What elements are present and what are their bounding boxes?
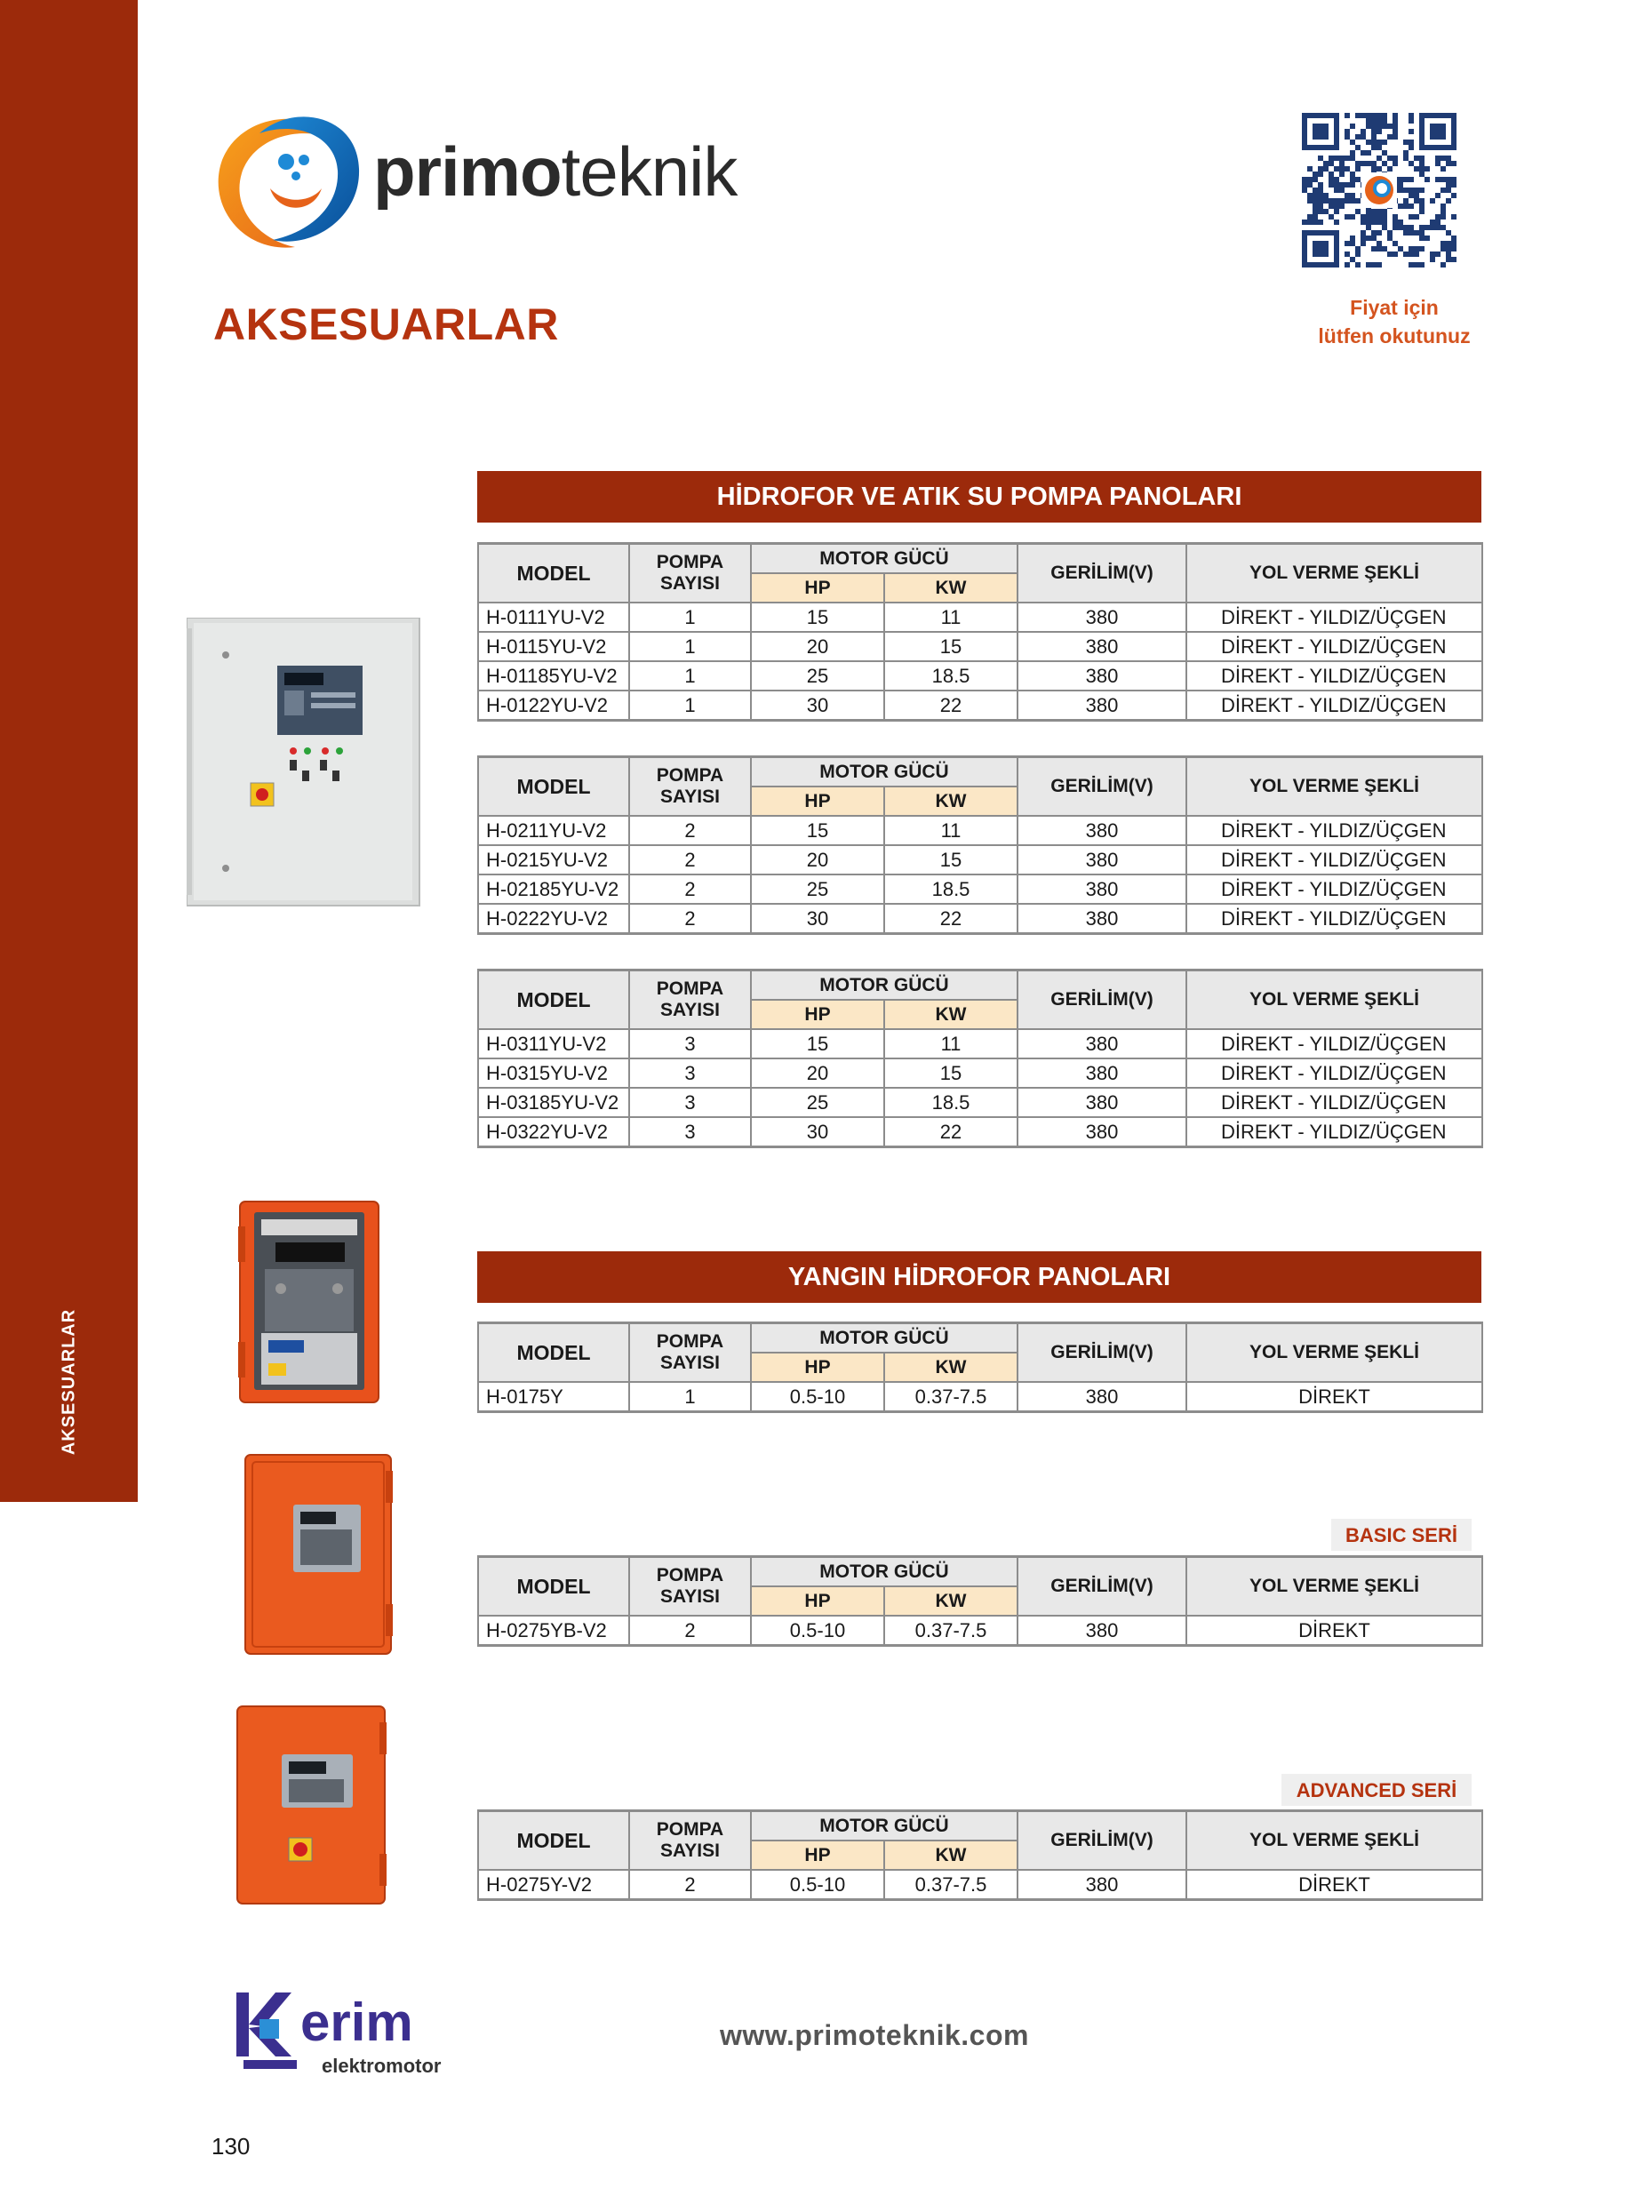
sidebar-label: AKSESUARLAR bbox=[59, 1308, 79, 1456]
table-row bbox=[478, 1029, 1482, 1058]
table-row bbox=[478, 904, 1482, 934]
logo-swirl-icon bbox=[206, 107, 366, 258]
cell-voltage: 380 bbox=[1018, 661, 1186, 691]
cell-hp: 30 bbox=[751, 904, 884, 934]
cell-model: H-0322YU-V2 bbox=[478, 1117, 629, 1147]
qr-caption-line1: Fiyat için bbox=[1350, 296, 1439, 319]
cell-voltage: 380 bbox=[1018, 1117, 1186, 1147]
cell-hp: 20 bbox=[751, 632, 884, 661]
header-hp: HP bbox=[751, 1586, 884, 1616]
cell-model: H-0275Y-V2 bbox=[478, 1870, 629, 1900]
cell-voltage: 380 bbox=[1018, 1029, 1186, 1058]
grey-panel-image bbox=[187, 618, 427, 911]
cell-hp: 30 bbox=[751, 1117, 884, 1147]
qr-caption bbox=[1297, 293, 1491, 350]
cell-start-method: DİREKT - YILDIZ/ÜÇGEN bbox=[1186, 603, 1482, 632]
cell-start-method: DİREKT - YILDIZ/ÜÇGEN bbox=[1186, 904, 1482, 934]
cell-start-method: DİREKT - YILDIZ/ÜÇGEN bbox=[1186, 1029, 1482, 1058]
series-tag-basic: BASIC SERİ bbox=[1331, 1519, 1472, 1551]
cell-voltage: 380 bbox=[1018, 1616, 1186, 1646]
cell-hp: 15 bbox=[751, 603, 884, 632]
cell-model: H-0122YU-V2 bbox=[478, 691, 629, 721]
cell-pump-count: 1 bbox=[629, 632, 751, 661]
cell-pump-count: 1 bbox=[629, 661, 751, 691]
table-row bbox=[478, 632, 1482, 661]
header-motor-power: MOTOR GÜCÜ bbox=[751, 1557, 1018, 1587]
cell-start-method: DİREKT - YILDIZ/ÜÇGEN bbox=[1186, 691, 1482, 721]
header-hp: HP bbox=[751, 787, 884, 816]
table-row bbox=[478, 661, 1482, 691]
header-pump-count: POMPA SAYISI bbox=[629, 757, 751, 817]
qr-caption-line2: lütfen okutunuz bbox=[1318, 324, 1471, 347]
cell-model: H-0175Y bbox=[478, 1382, 629, 1412]
table-row bbox=[478, 816, 1482, 845]
cell-kw: 0.37-7.5 bbox=[884, 1382, 1018, 1412]
cell-hp: 15 bbox=[751, 816, 884, 845]
cell-pump-count: 3 bbox=[629, 1029, 751, 1058]
cell-hp: 0.5-10 bbox=[751, 1616, 884, 1646]
header-start-method: YOL VERME ŞEKLİ bbox=[1186, 757, 1482, 817]
table-row bbox=[478, 1058, 1482, 1088]
header-hp: HP bbox=[751, 1353, 884, 1382]
cell-kw: 11 bbox=[884, 816, 1018, 845]
cell-voltage: 380 bbox=[1018, 1870, 1186, 1900]
cell-hp: 20 bbox=[751, 845, 884, 874]
cell-pump-count: 2 bbox=[629, 904, 751, 934]
cell-pump-count: 1 bbox=[629, 691, 751, 721]
cell-start-method: DİREKT - YILDIZ/ÜÇGEN bbox=[1186, 1058, 1482, 1088]
cell-hp: 25 bbox=[751, 874, 884, 904]
page-title: AKSESUARLAR bbox=[213, 299, 559, 349]
cell-voltage: 380 bbox=[1018, 1058, 1186, 1088]
cell-kw: 18.5 bbox=[884, 661, 1018, 691]
cell-model: H-01185YU-V2 bbox=[478, 661, 629, 691]
header-start-method: YOL VERME ŞEKLİ bbox=[1186, 544, 1482, 603]
kerim-name: erim bbox=[300, 1992, 413, 2052]
cell-kw: 15 bbox=[884, 1058, 1018, 1088]
fire-panel-image-1 bbox=[238, 1200, 382, 1406]
table-row bbox=[478, 1616, 1482, 1646]
cell-pump-count: 3 bbox=[629, 1088, 751, 1117]
cell-voltage: 380 bbox=[1018, 1088, 1186, 1117]
cell-voltage: 380 bbox=[1018, 603, 1186, 632]
cell-pump-count: 3 bbox=[629, 1058, 751, 1088]
header-pump-count: POMPA SAYISI bbox=[629, 1323, 751, 1383]
header-motor-power: MOTOR GÜCÜ bbox=[751, 544, 1018, 574]
header-model: MODEL bbox=[478, 1557, 629, 1617]
header-voltage: GERİLİM(V) bbox=[1018, 1557, 1186, 1617]
cell-hp: 30 bbox=[751, 691, 884, 721]
header-model: MODEL bbox=[478, 1811, 629, 1871]
header-model: MODEL bbox=[478, 757, 629, 817]
spec-table-4 bbox=[477, 1322, 1483, 1413]
cell-voltage: 380 bbox=[1018, 691, 1186, 721]
header-hp: HP bbox=[751, 1000, 884, 1029]
table-row bbox=[478, 691, 1482, 721]
sidebar-band bbox=[0, 0, 138, 1502]
cell-hp: 0.5-10 bbox=[751, 1870, 884, 1900]
qr-code[interactable] bbox=[1299, 110, 1459, 279]
section-banner-fire: YANGIN HİDROFOR PANOLARI bbox=[477, 1251, 1481, 1303]
header-start-method: YOL VERME ŞEKLİ bbox=[1186, 1811, 1482, 1871]
cell-hp: 25 bbox=[751, 661, 884, 691]
cell-start-method: DİREKT - YILDIZ/ÜÇGEN bbox=[1186, 1088, 1482, 1117]
header-voltage: GERİLİM(V) bbox=[1018, 1811, 1186, 1871]
cell-hp: 15 bbox=[751, 1029, 884, 1058]
cell-start-method: DİREKT - YILDIZ/ÜÇGEN bbox=[1186, 874, 1482, 904]
cell-voltage: 380 bbox=[1018, 904, 1186, 934]
brand-logo bbox=[206, 107, 775, 258]
table-row bbox=[478, 845, 1482, 874]
cell-kw: 15 bbox=[884, 632, 1018, 661]
table-row bbox=[478, 1088, 1482, 1117]
cell-kw: 18.5 bbox=[884, 1088, 1018, 1117]
brand-name: primoteknik bbox=[373, 132, 738, 211]
header-model: MODEL bbox=[478, 970, 629, 1030]
cell-kw: 11 bbox=[884, 603, 1018, 632]
cell-kw: 22 bbox=[884, 1117, 1018, 1147]
cell-start-method: DİREKT - YILDIZ/ÜÇGEN bbox=[1186, 632, 1482, 661]
cell-pump-count: 2 bbox=[629, 874, 751, 904]
cell-hp: 25 bbox=[751, 1088, 884, 1117]
cell-model: H-0315YU-V2 bbox=[478, 1058, 629, 1088]
header-model: MODEL bbox=[478, 1323, 629, 1383]
header-kw: KW bbox=[884, 573, 1018, 603]
header-start-method: YOL VERME ŞEKLİ bbox=[1186, 1323, 1482, 1383]
cell-pump-count: 1 bbox=[629, 1382, 751, 1412]
cell-hp: 0.5-10 bbox=[751, 1382, 884, 1412]
cell-model: H-0215YU-V2 bbox=[478, 845, 629, 874]
cell-start-method: DİREKT bbox=[1186, 1616, 1482, 1646]
kerim-sub: elektromotor bbox=[322, 2055, 442, 2077]
cell-kw: 18.5 bbox=[884, 874, 1018, 904]
spec-table-1 bbox=[477, 542, 1483, 722]
cell-start-method: DİREKT - YILDIZ/ÜÇGEN bbox=[1186, 845, 1482, 874]
header-start-method: YOL VERME ŞEKLİ bbox=[1186, 1557, 1482, 1617]
cell-voltage: 380 bbox=[1018, 632, 1186, 661]
spec-table-2 bbox=[477, 755, 1483, 935]
cell-pump-count: 2 bbox=[629, 1870, 751, 1900]
website-url[interactable]: www.primoteknik.com bbox=[720, 2019, 1029, 2051]
header-pump-count: POMPA SAYISI bbox=[629, 1811, 751, 1871]
header-hp: HP bbox=[751, 1841, 884, 1870]
cell-kw: 22 bbox=[884, 904, 1018, 934]
cell-pump-count: 2 bbox=[629, 1616, 751, 1646]
cell-model: H-02185YU-V2 bbox=[478, 874, 629, 904]
cell-pump-count: 2 bbox=[629, 816, 751, 845]
cell-start-method: DİREKT - YILDIZ/ÜÇGEN bbox=[1186, 1117, 1482, 1147]
header-model: MODEL bbox=[478, 544, 629, 603]
header-hp: HP bbox=[751, 573, 884, 603]
header-kw: KW bbox=[884, 1586, 1018, 1616]
cell-voltage: 380 bbox=[1018, 1382, 1186, 1412]
header-voltage: GERİLİM(V) bbox=[1018, 757, 1186, 817]
spec-table-5 bbox=[477, 1555, 1483, 1647]
header-motor-power: MOTOR GÜCÜ bbox=[751, 970, 1018, 1001]
header-pump-count: POMPA SAYISI bbox=[629, 970, 751, 1030]
header-voltage: GERİLİM(V) bbox=[1018, 970, 1186, 1030]
cell-pump-count: 1 bbox=[629, 603, 751, 632]
spec-table-6 bbox=[477, 1809, 1483, 1901]
cell-kw: 11 bbox=[884, 1029, 1018, 1058]
cell-start-method: DİREKT bbox=[1186, 1382, 1482, 1412]
header-pump-count: POMPA SAYISI bbox=[629, 544, 751, 603]
cell-pump-count: 2 bbox=[629, 845, 751, 874]
page-number: 130 bbox=[211, 2133, 251, 2160]
cell-model: H-0275YB-V2 bbox=[478, 1616, 629, 1646]
table-row bbox=[478, 874, 1482, 904]
header-kw: KW bbox=[884, 1841, 1018, 1870]
cell-hp: 20 bbox=[751, 1058, 884, 1088]
header-voltage: GERİLİM(V) bbox=[1018, 1323, 1186, 1383]
cell-start-method: DİREKT - YILDIZ/ÜÇGEN bbox=[1186, 816, 1482, 845]
header-start-method: YOL VERME ŞEKLİ bbox=[1186, 970, 1482, 1030]
series-tag-advanced: ADVANCED SERİ bbox=[1281, 1774, 1472, 1806]
cell-model: H-0111YU-V2 bbox=[478, 603, 629, 632]
cell-start-method: DİREKT - YILDIZ/ÜÇGEN bbox=[1186, 661, 1482, 691]
cell-model: H-0222YU-V2 bbox=[478, 904, 629, 934]
header-motor-power: MOTOR GÜCÜ bbox=[751, 1811, 1018, 1841]
cell-start-method: DİREKT bbox=[1186, 1870, 1482, 1900]
header-kw: KW bbox=[884, 787, 1018, 816]
cell-kw: 15 bbox=[884, 845, 1018, 874]
spec-table-3 bbox=[477, 969, 1483, 1148]
cell-model: H-0115YU-V2 bbox=[478, 632, 629, 661]
fire-panel-image-3 bbox=[235, 1705, 388, 1907]
cell-voltage: 380 bbox=[1018, 845, 1186, 874]
section-banner-hydrofor: HİDROFOR VE ATIK SU POMPA PANOLARI bbox=[477, 471, 1481, 523]
cell-voltage: 380 bbox=[1018, 874, 1186, 904]
table-row bbox=[478, 1117, 1482, 1147]
cell-kw: 0.37-7.5 bbox=[884, 1870, 1018, 1900]
cell-kw: 22 bbox=[884, 691, 1018, 721]
header-voltage: GERİLİM(V) bbox=[1018, 544, 1186, 603]
header-motor-power: MOTOR GÜCÜ bbox=[751, 757, 1018, 787]
cell-model: H-0211YU-V2 bbox=[478, 816, 629, 845]
kerim-logo bbox=[233, 1984, 499, 2081]
header-pump-count: POMPA SAYISI bbox=[629, 1557, 751, 1617]
table-row bbox=[478, 1870, 1482, 1900]
cell-voltage: 380 bbox=[1018, 816, 1186, 845]
fire-panel-image-2 bbox=[243, 1453, 395, 1657]
cell-kw: 0.37-7.5 bbox=[884, 1616, 1018, 1646]
table-row bbox=[478, 1382, 1482, 1412]
header-kw: KW bbox=[884, 1000, 1018, 1029]
header-kw: KW bbox=[884, 1353, 1018, 1382]
cell-pump-count: 3 bbox=[629, 1117, 751, 1147]
cell-model: H-03185YU-V2 bbox=[478, 1088, 629, 1117]
table-row bbox=[478, 603, 1482, 632]
header-motor-power: MOTOR GÜCÜ bbox=[751, 1323, 1018, 1354]
cell-model: H-0311YU-V2 bbox=[478, 1029, 629, 1058]
